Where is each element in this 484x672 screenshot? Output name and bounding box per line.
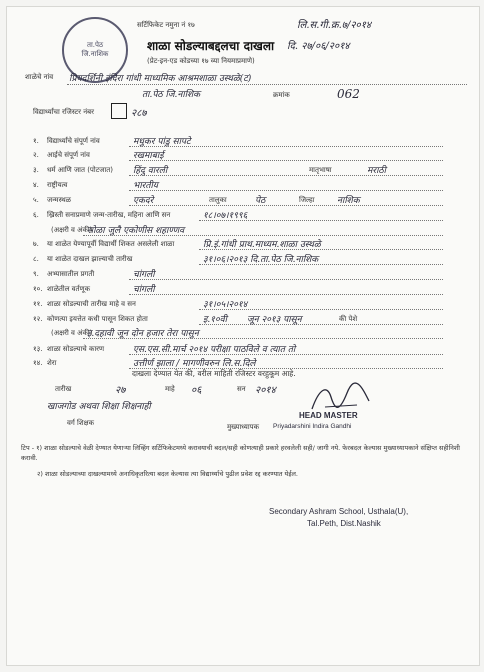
issue-date: दि. २७/०६/२०१४ — [287, 41, 350, 52]
field-number: ११. — [33, 300, 43, 308]
field-number: ७. — [33, 240, 39, 248]
school-address-value: ता.पेठ जि.नाशिक — [142, 90, 201, 100]
field-number: ९. — [33, 270, 39, 278]
field-value: हिंदु वारली — [133, 166, 168, 176]
field-tail-text: की पेशे — [339, 315, 358, 323]
field-number: १३. — [33, 345, 43, 353]
hm-stamp-line3: Tal.Peth, Dist.Nashik — [307, 519, 381, 528]
field-number: ४. — [33, 181, 39, 189]
class-teacher-label: वर्ग शिक्षक — [67, 419, 95, 427]
field-extra-value: मराठी — [367, 166, 386, 176]
field-label: या शाळेत येण्यापूर्वी विद्यार्थी शिकत असलेली शाळा — [47, 240, 175, 248]
field-label: शाळेतील वर्तणूक — [47, 285, 90, 293]
field-label: शाळा सोडल्याचे कारण — [47, 345, 105, 353]
field-number: १२. — [33, 315, 43, 323]
field-extra-value: जून २०१३ पासून — [247, 315, 302, 325]
serial-number: 062 — [337, 87, 360, 101]
month-label: माहे — [165, 385, 175, 393]
field-value: इ.दहावी जून दोन हजार तेरा पासुन — [87, 329, 199, 339]
field-number: २. — [33, 151, 39, 159]
field-value: ३१।०५।२०१४ — [203, 300, 248, 310]
register-number: २८७ — [131, 108, 147, 119]
field-number: ८. — [33, 255, 39, 263]
field-label: ख्रिस्ती सनाप्रमाणे जन्म-तारीख, महिना आणि सन — [47, 211, 171, 219]
mother-tongue-label: मातृभाषा — [309, 166, 332, 174]
seal-text: ता.पेठ जि.नाशिक — [81, 41, 109, 58]
district-value: नाशिक — [337, 196, 360, 206]
note-2: २) शाळा सोडल्याच्या दाखल्यामध्ये अनाधिकृतरित्या बदल केल्यास त्या विद्यार्थ्याचे पुढील प्रवेश रद्द करण्यात येईल. — [37, 470, 298, 478]
field-label: शाळा सोडल्याची तारीख माहे व सन — [47, 300, 136, 308]
field-number: १०. — [33, 285, 43, 293]
field-label: विद्यार्थ्यांचे संपूर्ण नांव — [47, 137, 100, 145]
field-value: ३१।०६।२०१३ दि.ता.पेठ जि.नाशिक — [203, 255, 319, 265]
field-label: कोणत्या इयत्तेत कधी पासून शिकत होता — [47, 315, 148, 323]
hm-stamp-title: HEAD MASTER — [299, 411, 358, 420]
form-reference: सर्टिफिकेट नमुना नं १७ — [137, 21, 195, 29]
register-box — [111, 103, 127, 119]
year-label: सन — [237, 385, 246, 393]
field-label: (अक्षरी व अंकी) — [51, 226, 93, 234]
field-value: सोळा जुलै एकोणीस शहाण्णव — [87, 226, 185, 236]
field-label: या शाळेत दाखल झाल्याची तारीख — [47, 255, 133, 263]
hm-stamp-line1: Priyadarshini Indira Gandhi — [273, 423, 352, 430]
taluka-label: तालुका — [209, 196, 227, 204]
school-name-label: शाळेचे नांव — [25, 73, 54, 81]
field-value: चांगली — [133, 285, 155, 295]
year-value: २०१४ — [255, 385, 276, 396]
field-number: १. — [33, 137, 39, 145]
district-label: जिल्हा — [299, 196, 315, 204]
clerk-signature-text: खाजगोड अथवा शिक्षा शिक्षनाही — [47, 402, 151, 412]
month-value: ०६ — [191, 385, 202, 396]
field-value: प्रि.इं.गांधी प्राथ.माध्यम.शाळा उस्थळे — [203, 240, 321, 250]
field-value: रखमाबाई — [133, 151, 164, 161]
field-value: १८।०७।१९९६ — [203, 211, 248, 221]
field-label: जन्मस्थळ — [47, 196, 71, 204]
field-label: राष्ट्रीयत्व — [47, 181, 68, 189]
field-label: धर्म आणि जात (पोटजात) — [47, 166, 113, 174]
field-value: एकदरे — [133, 196, 154, 206]
serial-label: क्रमांक — [273, 91, 290, 99]
field-value: उत्तीर्ण झाला / मागणीवरुन लि.स.दिले — [133, 359, 256, 369]
field-value: मधुकर पांडु सापटे — [133, 137, 191, 147]
field-number: ५. — [33, 196, 39, 204]
register-label: विद्यार्थ्यांचा रजिस्टर नंबर — [33, 108, 94, 116]
certify-statement: दाखला देण्यात येत की, वरील माहिती रजिस्टर वरहुकूम आहे. — [132, 369, 296, 378]
field-label: आईचे संपूर्ण नांव — [47, 151, 90, 159]
taluka-value: पेठ — [255, 196, 266, 206]
field-label: अभ्यासातील प्रगती — [47, 270, 95, 278]
reference-number: लि.स.गी.क्र.७/२०१४ — [297, 20, 372, 31]
certificate-subtitle: (प्रेट-इन-एड कोडच्या १७ व्या नियमाप्रमाणे) — [147, 57, 255, 65]
field-label: शेरा — [47, 359, 57, 367]
certificate-title: शाळा सोडल्याबद्दलचा दाखला — [147, 39, 275, 53]
field-label: (अक्षरी व अंकी) — [51, 329, 93, 337]
note-1: टिप - १) शाळा सोडल्याचे वेळी देण्यात येणाऱ्या लिव्हिंग सर्टिफिकेटमध्ये करावयाची बदल/सही कोणत्याही प्रकारे हरवलेली सही/ जागी नये. फेरबदल केल्यास मुख्याध्यापकाने संक्षिप्त सहीनिशी करावी. — [21, 444, 460, 462]
field-value: एस.एस.सी.मार्च २०१४ परीक्षा पाठविले व त्यात तो — [133, 345, 296, 355]
field-value: इ.१०वी — [203, 315, 227, 325]
field-value: भारतीय — [133, 181, 159, 191]
hm-stamp-line2: Secondary Ashram School, Usthala(U), — [269, 507, 409, 516]
field-number: ६. — [33, 211, 39, 219]
date-value: २७ — [115, 385, 126, 396]
field-value: चांगली — [133, 270, 155, 280]
school-name-value: प्रियदर्शिनी इंदिरा गांधी माध्यमिक आश्रमशाळा उस्थळे(ट) — [69, 74, 252, 84]
field-number: ३. — [33, 166, 39, 174]
certificate-page — [6, 6, 480, 666]
headmaster-label: मुख्याध्यापक — [227, 423, 260, 431]
date-label: तारीख — [55, 385, 72, 393]
field-number: १४. — [33, 359, 43, 367]
